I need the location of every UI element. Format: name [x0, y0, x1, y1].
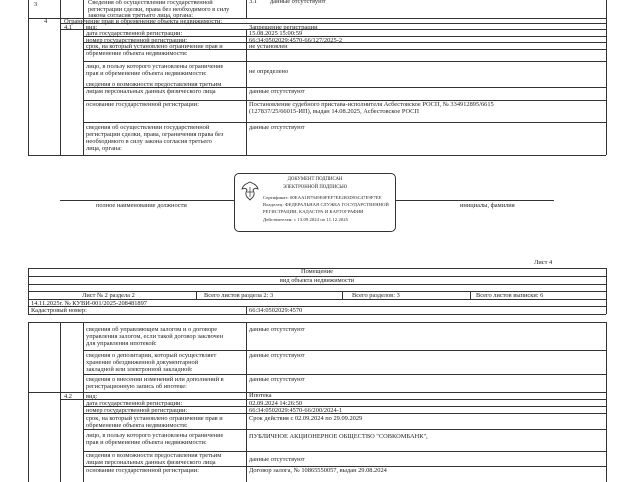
total-sheets: Всего листов выписки: 6 [476, 292, 544, 299]
field-label: лицо, в пользу которого установлены ограничение [86, 63, 224, 70]
field-label: лица, органа: [86, 145, 122, 152]
row-top-value: данные отсутствуют [270, 0, 326, 5]
field-value: данные отсутствуют [249, 124, 305, 131]
field-label: дата государственной регистрации: [86, 30, 183, 37]
sheet-of-section: Лист № 2 раздела 2 [82, 292, 135, 299]
field-label: сведения об осуществлении государственной [86, 124, 210, 131]
field-value: 15.08.2025 15:00:59 [249, 30, 303, 37]
sheet-label: Лист 4 [534, 259, 553, 266]
field-label: закладной или электронной закладной: [86, 366, 193, 373]
position-caption: полное наименование должности [96, 202, 187, 209]
object-type-caption: вид объекта недвижимости [279, 277, 355, 284]
field-label: вид: [86, 24, 98, 31]
field-value: данные отсутствуют [249, 376, 305, 383]
row-top-label-1: регистрации сделки, права без необходимого в силу [88, 6, 230, 13]
field-label: для управления ипотекой: [86, 340, 157, 347]
field-label: обременение объекта недвижимости: [86, 50, 188, 57]
field-label: срок, на который установлено ограничение прав и [86, 415, 223, 422]
field-value: Запрещение регистрации [249, 24, 318, 31]
total-sections: Всего разделов: 3 [352, 292, 400, 299]
field-label: сведения о возможности предоставления третьим [86, 452, 222, 459]
stamp-validity: Действителен: с 13.09.2024 по 11.12.2025 [263, 217, 349, 222]
field-value: данные отсутствуют [249, 88, 305, 95]
object-type: Помещение [300, 268, 333, 275]
field-label: лицам персональных данных физического лица [86, 459, 216, 466]
field-value: ПУБЛИЧНОЕ АКЦИОНЕРНОЕ ОБЩЕСТВО "СОВКОМБАНК", [249, 433, 428, 440]
field-value: 02.09.2024 14:26:50 [249, 400, 303, 407]
field-value: данные отсутствуют [249, 352, 305, 359]
stamp-owner: Владелец: ФЕДЕРАЛЬНАЯ СЛУЖБА ГОСУДАРСТВЕННОЙ [263, 202, 389, 207]
field-label: дата государственной регистрации: [86, 400, 183, 407]
field-label: необходимого в силу закона согласия третьего [86, 138, 212, 145]
total-section-sheets: Всего листов раздела 2: 3 [204, 292, 274, 299]
stamp-subtitle: ЭЛЕКТРОННОЙ ПОДПИСЬЮ [282, 185, 348, 190]
field-label: прав и обременение объекта недвижимости: [86, 70, 207, 77]
field-label: лицо, в пользу которого установлены ограничение [86, 432, 224, 439]
field-label: номер государственной регистрации: [86, 37, 188, 44]
field-label: вид: [86, 393, 98, 400]
coat-of-arms-icon [240, 180, 260, 202]
field-label: номер государственной регистрации: [86, 407, 188, 414]
stamp-title: ДОКУМЕНТ ПОДПИСАН [287, 177, 343, 182]
field-label: регистрационную запись об ипотеке: [86, 383, 187, 390]
electronic-signature-stamp [234, 173, 396, 232]
field-value: данные отсутствуют [249, 326, 305, 333]
field-label: обременение объекта недвижимости: [86, 422, 188, 429]
field-label: сведения о внесении изменений или дополнений в [86, 376, 224, 383]
field-label: прав и обременение объекта недвижимости: [86, 439, 207, 446]
field-value: не определено [249, 68, 289, 75]
stamp-certificate: Сертификат: 00ЕАА1В7949Е0FEF7EE2В3D93С47Е9F7ЕЕ [263, 195, 382, 200]
field-value: 66:34:0502029:4570-66/127/2025-2 [249, 37, 343, 44]
extract-id: 14.11.2025г. № КУВИ-001/2025-208481897 [31, 300, 148, 307]
cadastral-label: Кадастровый номер: [31, 307, 87, 314]
field-value: Срок действия с 02.09.2024 по 29.09.2029 [249, 415, 363, 422]
row-top-label-2: закона согласия третьего лица, органа: [88, 12, 193, 19]
field-value: не установлен [249, 43, 288, 50]
field-value: данные отсутствуют [249, 456, 305, 463]
field-label: сведения об управляющем залогом и о договоре [86, 326, 218, 333]
field-label: сведения о депозитарии, который осуществляет [86, 352, 217, 359]
name-caption: инициалы, фамилия [460, 202, 515, 209]
field-value: 66:34:0502029:4570-66/200/2024-1 [249, 407, 343, 414]
field-value: Постановление судебного пристава-исполнителя Асбестовское РОСП, № 334912895/6615 [249, 101, 494, 108]
field-value: (127837/25/66015-ИП), выдан 14.08.2025, Асбестовское РОСП [249, 108, 420, 115]
section-heading: Ограничение прав и обременение объекта недвижимости: [64, 18, 223, 25]
cadastral-number: 66:34:0502029:4570 [249, 307, 303, 314]
row-number: 4 [44, 18, 48, 25]
field-label: основание государственной регистрации: [86, 101, 199, 108]
field-label: управления залогом, если такой договор заключен [86, 333, 224, 340]
row-subnumber: 4.1 [64, 24, 72, 31]
field-label: хранение обездвиженной документарной [86, 359, 199, 366]
field-label: сведения о возможности предоставления третьим [86, 81, 222, 88]
field-label: регистрации сделки, права, ограничения права без [86, 131, 224, 138]
field-value: Ипотека [249, 392, 272, 399]
row-subnumber: 3.1 [249, 0, 257, 5]
field-label: лицам персональных данных физического лица [86, 88, 216, 95]
field-label: основание государственной регистрации: [86, 467, 199, 474]
stamp-owner-cont: РЕГИСТРАЦИИ, КАДАСТРА И КАРТОГРАФИИ [263, 209, 364, 214]
row-top-label-0: Сведения об осуществлении государственной [88, 0, 213, 6]
row-number: 3 [34, 1, 38, 8]
field-label: срок, на который установлено ограничение прав и [86, 43, 223, 50]
field-value: Договор залога, № 10865550057, выдан 29.08.2024 [249, 467, 387, 474]
row-subnumber: 4.2 [64, 393, 72, 400]
